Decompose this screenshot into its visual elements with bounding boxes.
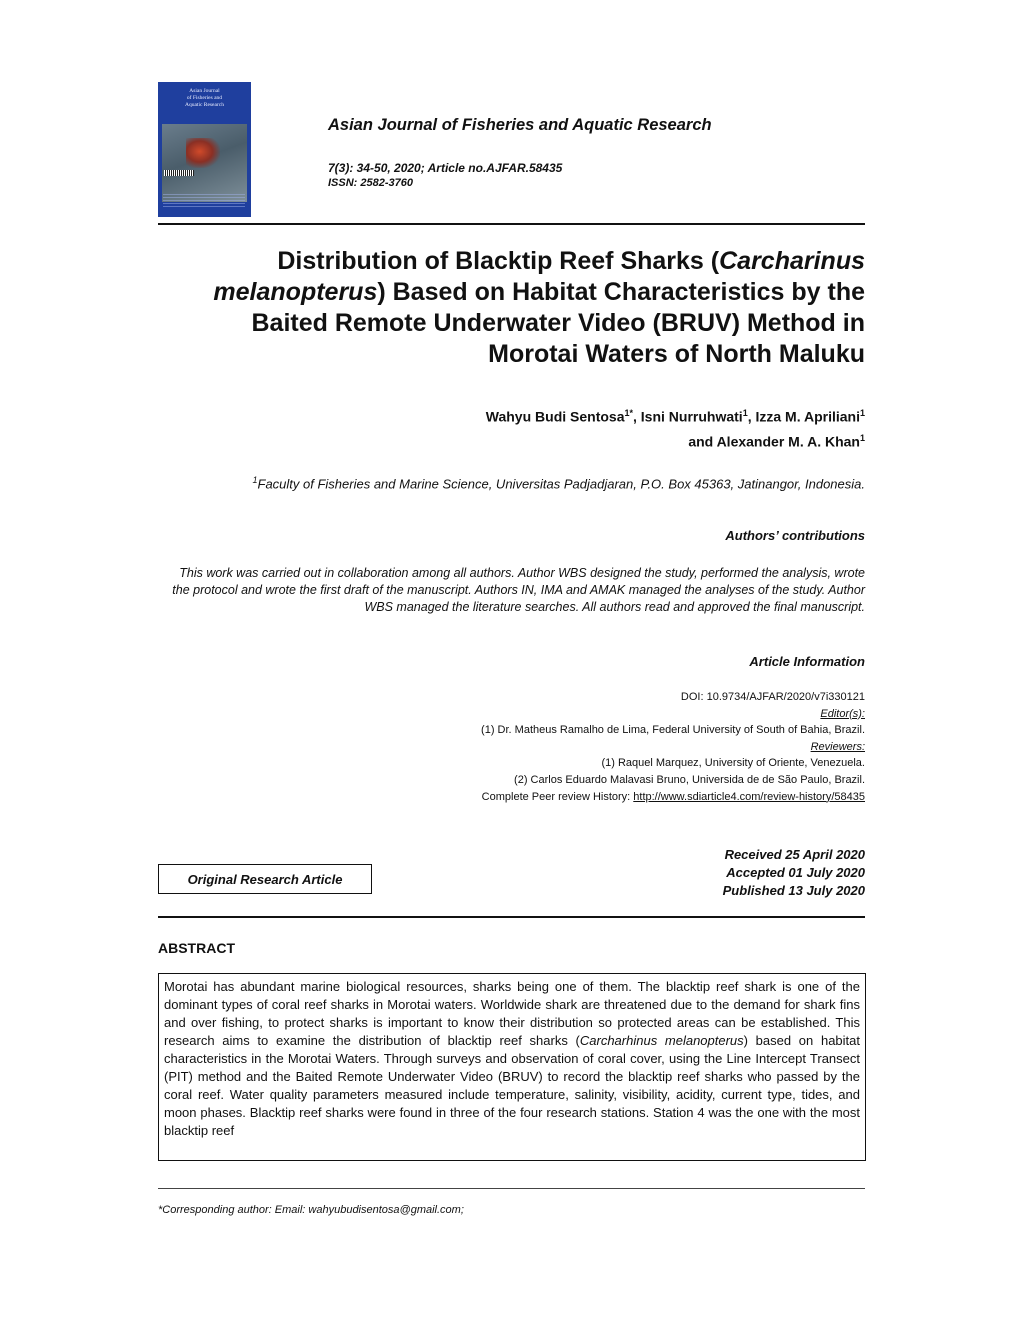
editor-entry: (1) Dr. Matheus Ramalho de Lima, Federal University of South of Bahia, Brazil. <box>481 724 865 737</box>
reviewers-label: Reviewers: <box>810 740 865 753</box>
barcode-graphic <box>164 170 194 176</box>
received-date: Received 25 April 2020 <box>724 847 865 862</box>
reviewer-entry: (2) Carlos Eduardo Malavasi Bruno, Universida de de São Paulo, Brazil. <box>514 773 865 786</box>
cover-title-line: Aquatic Research <box>185 102 224 108</box>
author-affiliation-mark: 1 <box>742 408 748 418</box>
journal-cover-image <box>158 82 251 217</box>
contributions-text: This work was carried out in collaboration among all authors. Author WBS designed the study, performed the analysis, wrote the protocol and wrote the first draft of the manuscript. Authors IN, IMA and AMAK managed the analyses of the study. Author WBS managed the literature searches. All authors read and approved the final manuscript. <box>172 566 865 614</box>
journal-name: Asian Journal of Fisheries and Aquatic Research <box>328 116 712 134</box>
affiliation <box>165 471 865 493</box>
contributions-heading: Authors’ contributions <box>725 528 865 543</box>
abstract-species: Carcharhinus melanopterus <box>579 1033 744 1048</box>
article-info <box>165 689 865 805</box>
header-rule <box>158 223 865 225</box>
editors-label: Editor(s): <box>820 707 865 720</box>
article-type-badge: Original Research Article <box>158 864 372 894</box>
author-list <box>165 403 865 452</box>
affiliation-text: Faculty of Fisheries and Marine Science, Universitas Padjadjaran, P.O. Box 45363, Jatinangor, Indonesia. <box>257 476 865 492</box>
author-separator: , <box>747 408 756 425</box>
abstract-text <box>164 978 860 1140</box>
abstract-box <box>158 973 866 1161</box>
author-name: Izza M. Apriliani <box>755 408 860 425</box>
affiliation-mark: 1 <box>252 475 258 485</box>
section-rule <box>158 916 865 918</box>
cover-title <box>158 88 251 109</box>
author-affiliation-mark: 1 <box>859 432 865 443</box>
abstract-heading: ABSTRACT <box>158 940 235 956</box>
reviewer-entry: (1) Raquel Marquez, University of Oriente, Venezuela. <box>601 757 865 770</box>
article-info-heading: Article Information <box>749 654 865 669</box>
author-separator: , <box>633 408 641 425</box>
publication-dates <box>723 846 865 900</box>
corresponding-author-note: *Corresponding author: Email: wahyubudisentosa@gmail.com; <box>158 1204 464 1216</box>
doi: DOI: 10.9734/AJFAR/2020/v7i330121 <box>680 691 865 703</box>
author-affiliation-mark: 1* <box>624 408 633 418</box>
issn: ISSN: 2582-3760 <box>328 177 413 189</box>
abstract-text-part: ) based on habitat characteristics in the Morotai Waters. Through surveys and observation of coral cover, using the Line Intercept Transect (PIT) method and the Baited Remote Underwater Video (BRUV) to record the blacktip reef sharks who passed by the coral reef. Water quality parameters measured include temperature, salinity, visibility, acidity, current type, tides, and moon phases. Blacktip reef sharks were found in three of the four research stations. Station 4 was the one with the most blacktip reef <box>164 1033 860 1138</box>
title-text: ) Based on Habitat Characteristics by the Baited Remote Underwater Video (BRUV) Method in Morotai Waters of North Maluku <box>251 278 865 368</box>
author-name: Wahyu Budi Sentosa <box>485 408 625 425</box>
footnote-rule <box>158 1188 865 1189</box>
title-text: Distribution of Blacktip Reef Sharks ( <box>277 247 720 275</box>
cover-photo <box>162 124 247 202</box>
author-affiliation-mark: 1 <box>859 408 865 418</box>
review-history-link[interactable]: http://www.sdiarticle4.com/review-history/58435 <box>633 790 865 803</box>
abstract-text-part: Morotai has abundant marine biological resources, sharks being one of them. The blacktip reef shark is one of the dominant types of coral reef sharks in Morotai waters. Worldwide shark are threatened due to the demand for shark fins and over fishing, to protect sharks is important to know their distribution so protected areas can be established. This research aims to examine the distribution of blacktip reef sharks ( <box>164 979 860 1048</box>
author-name: and Alexander M. A. Khan <box>688 433 860 450</box>
history-label: Complete Peer review History: <box>481 790 634 803</box>
cover-title-line: Asian Journal <box>189 88 220 94</box>
paper-title <box>165 246 865 370</box>
fish-illustration <box>186 138 220 168</box>
author-name: Isni Nurruhwati <box>640 408 743 425</box>
title-species: Carcharinus melanopterus <box>213 247 865 306</box>
cover-footer-graphic <box>163 194 245 208</box>
peer-review-history <box>165 789 865 806</box>
published-date: Published 13 July 2020 <box>722 883 865 898</box>
accepted-date: Accepted 01 July 2020 <box>726 865 865 880</box>
volume-info: 7(3): 34-50, 2020; Article no.AJFAR.58435 <box>328 161 563 175</box>
cover-title-line: of Fisheries and <box>186 95 223 101</box>
